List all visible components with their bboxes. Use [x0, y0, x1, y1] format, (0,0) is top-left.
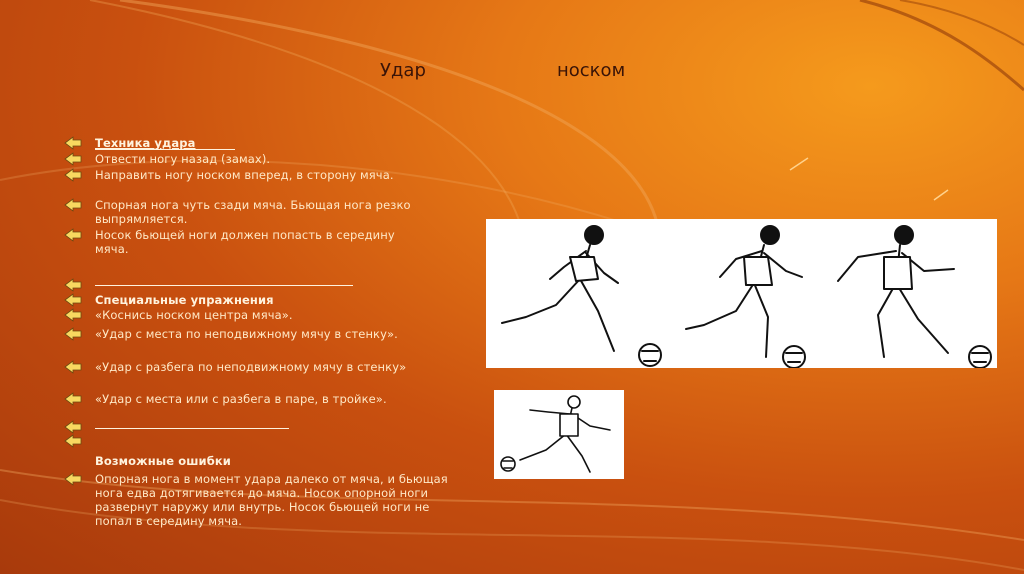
- arrow-bullet-icon: [62, 420, 84, 434]
- kick-single-image: [494, 390, 624, 479]
- kick-sequence-image: [486, 219, 997, 368]
- arrow-bullet-icon: [62, 278, 84, 292]
- arrow-bullet-icon: [62, 472, 84, 486]
- slide-title: [380, 60, 626, 81]
- arrow-bullet-icon: [62, 198, 84, 212]
- divider-line: [95, 428, 289, 429]
- list-item-text: «Удар с места или с разбега в паре, в тройке».: [95, 392, 387, 406]
- list-item-text: Отвести ногу назад (замах).: [95, 152, 271, 166]
- section-heading-exercises: Специальные упражнения: [95, 293, 274, 307]
- divider-line: [95, 149, 235, 150]
- arrow-bullet-icon: [62, 434, 84, 448]
- section-heading-technique: Техника удара: [95, 136, 196, 150]
- list-item-text: «Удар с разбега по неподвижному мячу в стенку»: [95, 360, 407, 374]
- list-item-text: Спорная нога чуть сзади мяча. Бьющая нога резко выпрямляется.: [95, 198, 411, 226]
- list-item-text: «Коснись носком центра мяча».: [95, 308, 293, 322]
- arrow-bullet-icon: [62, 308, 84, 322]
- arrow-bullet-icon: [62, 392, 84, 406]
- arrow-bullet-icon: [62, 360, 84, 374]
- arrow-bullet-icon: [62, 327, 84, 341]
- divider-line: [95, 285, 353, 286]
- list-item-text: Опорная нога в момент удара далеко от мяча, и бьющая нога едва дотягивается до мяча. Носок опорной ноги развернут наружу или внутрь. Носок бьющей ноги не попал в середину мяча.: [95, 472, 448, 528]
- football-kick-illustration: [486, 219, 997, 368]
- arrow-bullet-icon: [62, 168, 84, 182]
- arrow-bullet-icon: [62, 228, 84, 242]
- arrow-bullet-icon: [62, 293, 84, 307]
- section-heading-errors: Возможные ошибки: [95, 454, 231, 468]
- football-kick-illustration: [494, 390, 624, 479]
- title-word-1: Удар: [380, 60, 426, 81]
- arrow-bullet-icon: [62, 152, 84, 166]
- arrow-bullet-icon: [62, 136, 84, 150]
- list-item-text: «Удар с места по неподвижному мячу в стенку».: [95, 327, 398, 341]
- title-word-2: носком: [557, 60, 626, 81]
- list-item-text: Направить ногу носком вперед, в сторону мяча.: [95, 168, 394, 182]
- list-item-text: Носок бьющей ноги должен попасть в середину мяча.: [95, 228, 395, 256]
